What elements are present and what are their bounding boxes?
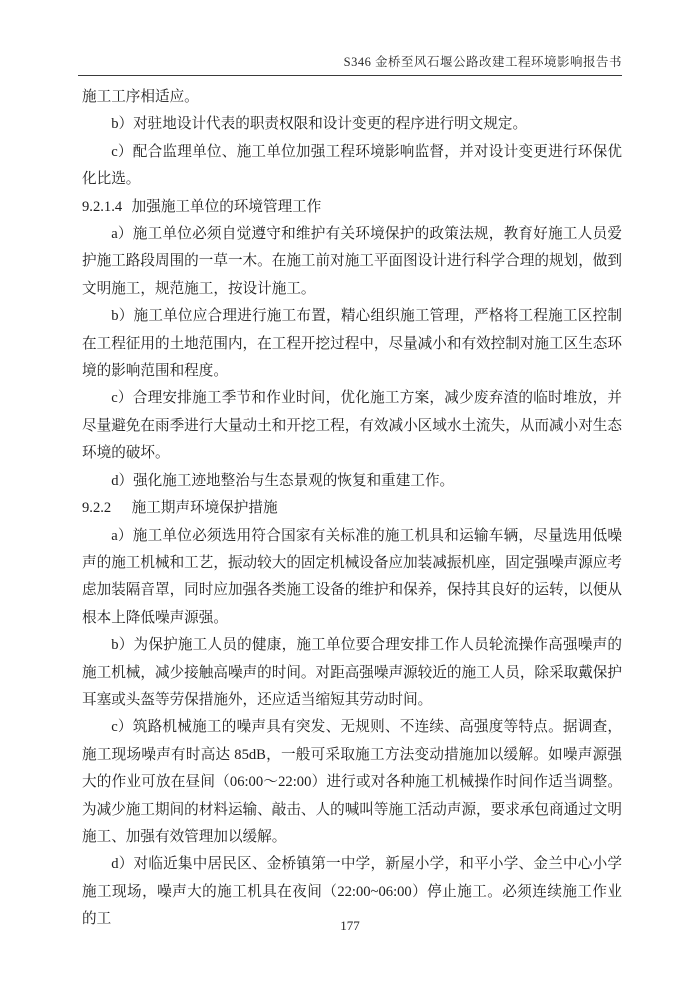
- page-number: 177: [340, 918, 360, 933]
- page-footer: [0, 918, 700, 934]
- section-heading: [82, 495, 622, 522]
- section-number: 9.2.2: [82, 500, 112, 517]
- paragraph: a）施工单位必须自觉遵守和维护有关环境保护的政策法规，教育好施工人员爱护施工路段周围的一草一木。在施工前对施工平面图设计进行科学合理的规划，做到文明施工，规范施工，按设计施工。: [82, 226, 622, 297]
- paragraph: c）合理安排施工季节和作业时间，优化施工方案，减少废弃渣的临时堆放，并尽量避免在雨季进行大量动土和开挖工程，有效减小区域水土流失，从而减小对生态环境的破坏。: [82, 390, 622, 462]
- section-number: 9.2.1.4: [82, 198, 123, 215]
- paragraph: c）配合监理单位、施工单位加强工程环境影响监督，并对设计变更进行环保优化比选。: [82, 143, 622, 188]
- header-title: S346 金桥至风石堰公路改建工程环境影响报告书: [343, 55, 622, 69]
- paragraph: d）强化施工迹地整治与生态景观的恢复和重建工作。: [111, 472, 455, 489]
- paragraph: d）对临近集中居民区、金桥镇第一中学，新屋小学，和平小学、金兰中心小学施工现场，噪声大的施工机具在夜间（22:00~06:00）停止施工。必须连续施工作业的工: [82, 856, 622, 928]
- paragraph: b）对驻地设计代表的职责权限和设计变更的程序进行明文规定。: [111, 116, 528, 133]
- paragraph: a）施工单位必须选用符合国家有关标准的施工机具和运输车辆，尽量选用低噪声的施工机械和工艺，振动较大的固定机械设备应加装减振机座，固定强噪声源应考虑加装隔音罩，同时应加强各类施工设备的维护和保养，保持其良好的运转，以便从根本上降低噪声源强。: [82, 527, 622, 626]
- section-title: 施工期声环境保护措施: [131, 500, 278, 517]
- paragraph: 施工工序相适应。: [82, 89, 199, 105]
- paragraph: b）施工单位应合理进行施工布置，精心组织施工管理，严格将工程施工区控制在工程征用的土地范围内，在工程开挖过程中，尽量减小和有效控制对施工区生态环境的影响范围和程度。: [82, 308, 622, 380]
- page-header: [78, 52, 622, 76]
- document-body: [82, 84, 622, 934]
- section-title: 加强施工单位的环境管理工作: [131, 198, 322, 215]
- section-heading: [82, 194, 622, 221]
- paragraph: c）筑路机械施工的噪声具有突发、无规则、不连续、高强度等特点。据调查，施工现场噪声有时高达 85dB，一般可采取施工方法变动措施加以缓解。如噪声源强大的作业可放在昼间（06:00～22:00）进行或对各种施工机械操作时间作适当调整。为减少施工期间的材料运输、敲击、人的喊叫等施工活动声源，要求承包商通过文明施工、加强有效管理加以缓解。: [82, 719, 622, 845]
- paragraph: b）为保护施工人员的健康，施工单位要合理安排工作人员轮流操作高强噪声的施工机械，减少接触高噪声的时间。对距高强噪声源较近的施工人员，除采取戴保护耳塞或头盔等劳保措施外，还应适当缩短其劳动时间。: [82, 637, 622, 708]
